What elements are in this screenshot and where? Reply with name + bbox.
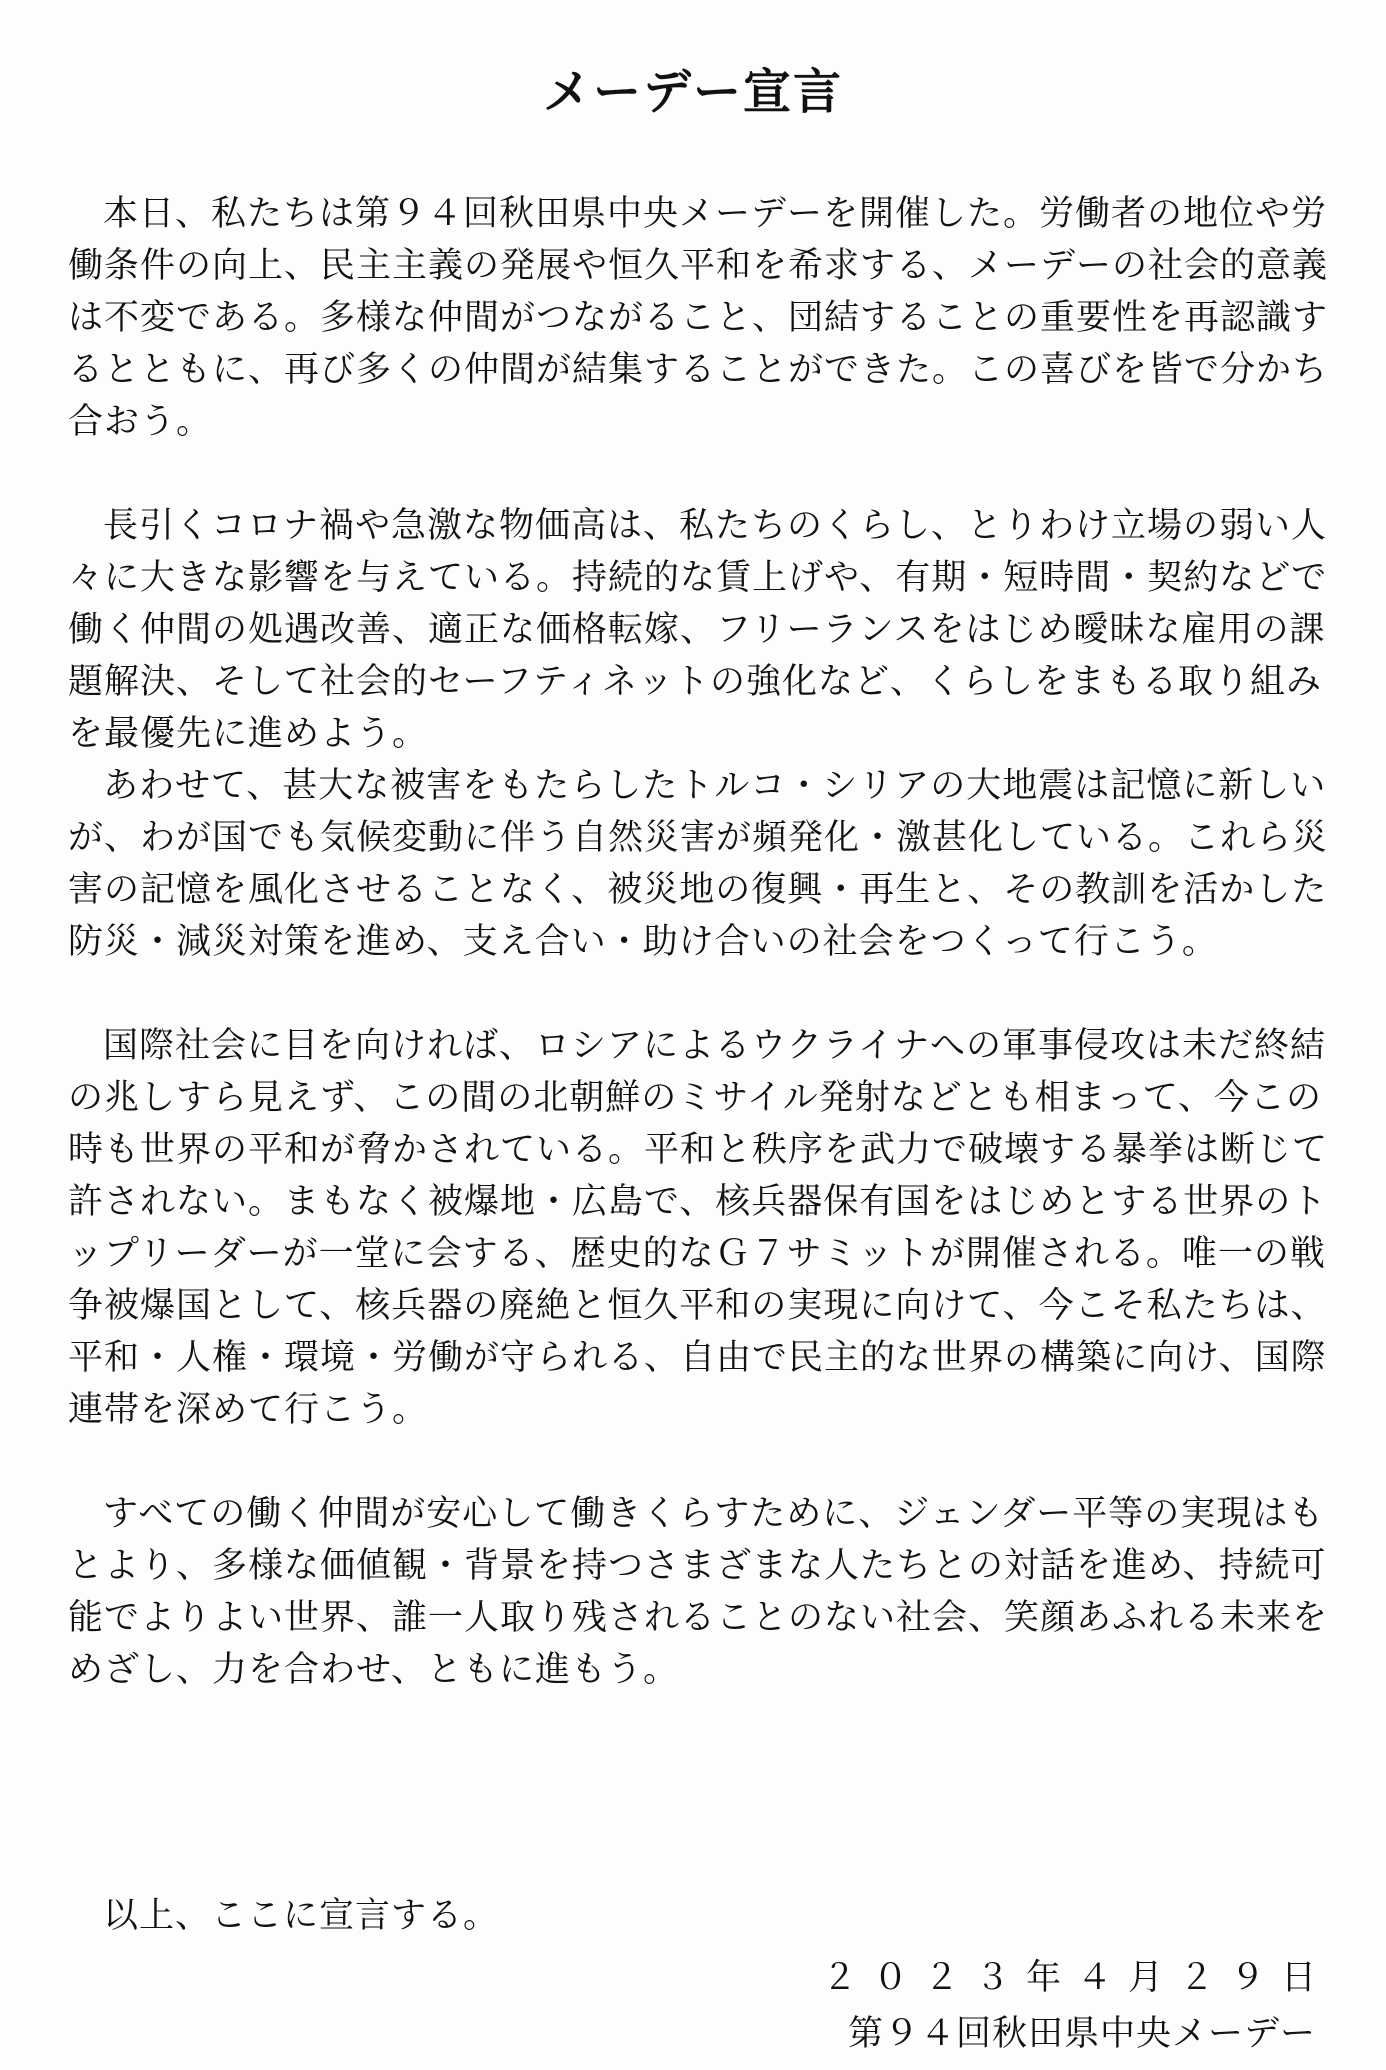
paragraph-international: 国際社会に目を向ければ、ロシアによるウクライナへの軍事侵攻は未だ終結の兆しすら見えず、この間の北朝鮮のミサイル発射などとも相まって、今この時も世界の平和が脅かされている。平和と秩序を武力で破壊する暴挙は断じて許されない。まもなく被爆地・広島で、核兵器保有国をはじめとする世界のトップリーダーが一堂に会する、歴史的なＧ７サミットが開催される。唯一の戦争被爆国として、核兵器の廃絶と恒久平和の実現に向けて、今こそ私たちは、平和・人権・環境・労働が守られる、自由で民主的な世界の構築に向け、国際連帯を深めて行こう。 xyxy=(68,1026,1329,1430)
paragraph-gap xyxy=(68,968,1328,1020)
signature-block xyxy=(821,1950,1332,2062)
paragraph-gender-equality: すべての働く仲間が安心して働きくらすために、ジェンダー平等の実現はもとより、多様な価値観・背景を持つさまざまな人たちとの対話を進め、持続可能でよりよい世界、誰一人取り残されることのない社会、笑顔あふれる未来をめざし、力を合わせ、ともに進もう。 xyxy=(68,1494,1329,1690)
declaration-body xyxy=(68,188,1328,1696)
declaration-date: ２０２３年４月２９日 xyxy=(821,1958,1332,1998)
paragraph-opening: 本日、私たちは第９４回秋田県中央メーデーを開催した。労働者の地位や労働条件の向上、民主主義の発展や恒久平和を希求する、メーデーの社会的意義は不変である。多様な仲間がつながること、団結することの重要性を再認識するとともに、再び多くの仲間が結集することができた。この喜びを皆で分かち合おう。 xyxy=(68,194,1329,442)
closing-statement: 以上、ここに宣言する。 xyxy=(103,1896,500,1936)
paragraph-gap xyxy=(68,448,1328,500)
paragraph-disaster: あわせて、甚大な被害をもたらしたトルコ・シリアの大地震は記憶に新しいが、わが国でも気候変動に伴う自然災害が頻発化・激甚化している。これら災害の記憶を風化させることなく、被災地の復興・再生と、その教訓を活かした防災・減災対策を進め、支え合い・助け合いの社会をつくって行こう。 xyxy=(68,766,1329,962)
organizer-name: 第９４回秋田県中央メーデー xyxy=(847,2014,1316,2054)
paragraph-gap xyxy=(68,1436,1328,1488)
page-title: メーデー宣言 xyxy=(542,64,843,120)
paragraph-livelihood: 長引くコロナ禍や急激な物価高は、私たちのくらし、とりわけ立場の弱い人々に大きな影響を与えている。持続的な賃上げや、有期・短時間・契約などで働く仲間の処遇改善、適正な価格転嫁、フリーランスをはじめ曖昧な雇用の課題解決、そして社会的セーフティネットの強化など、くらしをまもる取り組みを最優先に進めよう。 xyxy=(68,506,1328,754)
